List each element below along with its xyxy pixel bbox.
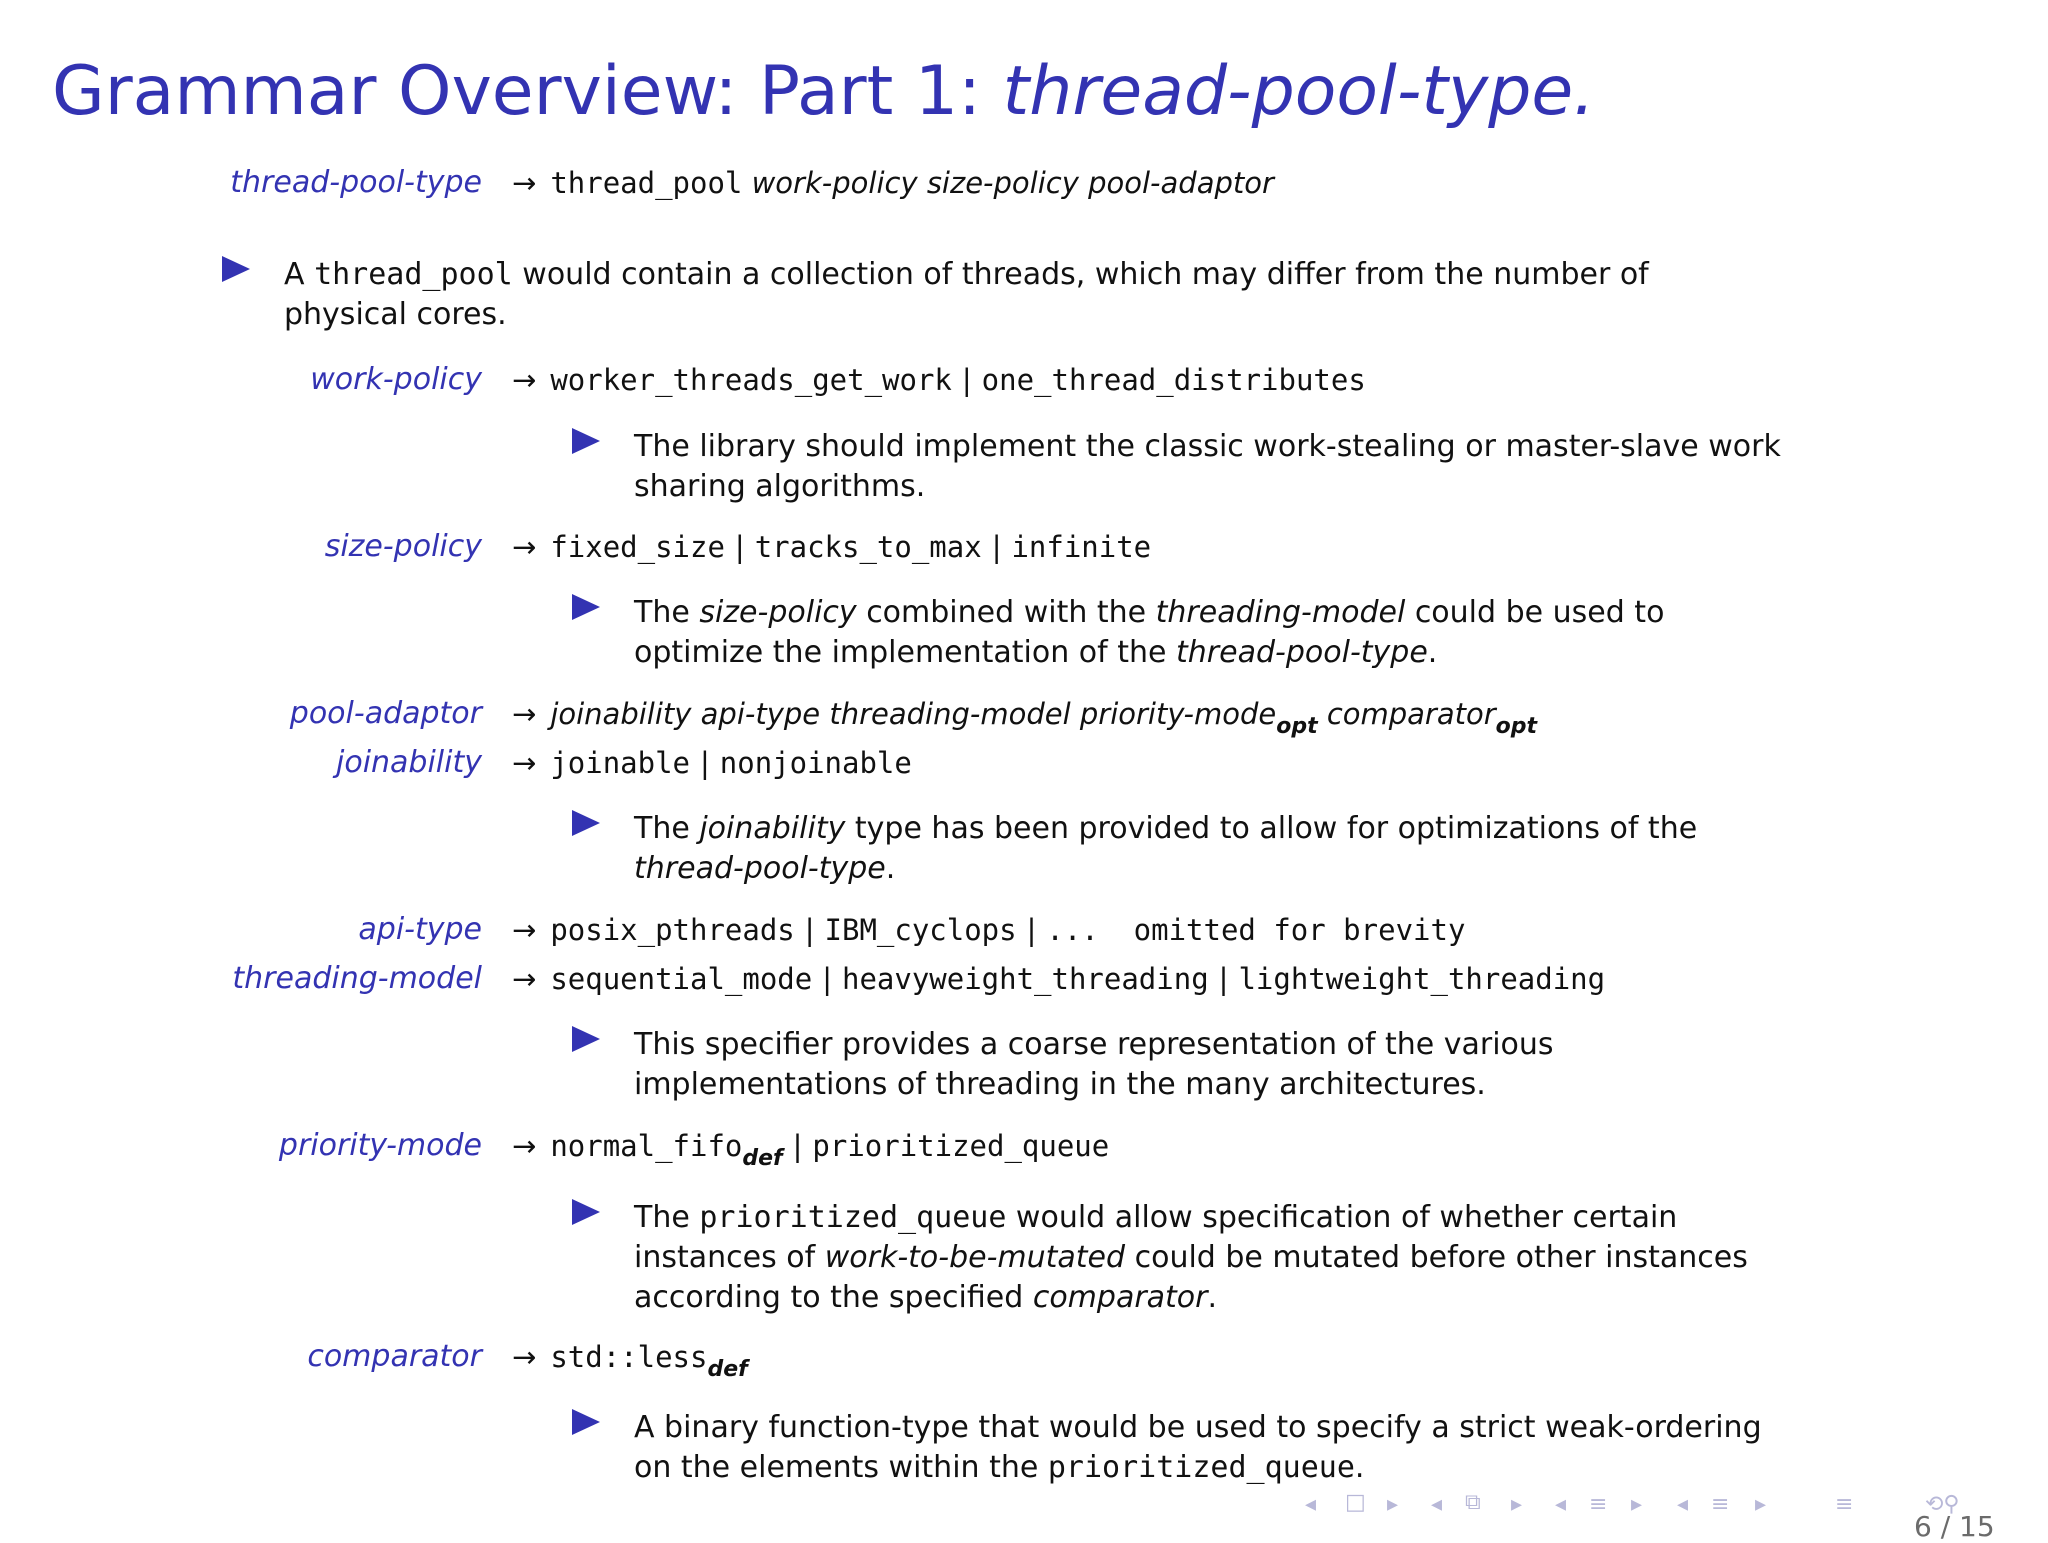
slide-title-emph: thread-pool-type. (1002, 52, 1595, 131)
bullet-1: A thread_pool would contain a collection of threads, which may differ from the number of physical cores. (284, 257, 1649, 332)
subsection-icon[interactable]: ≡ (1711, 1492, 1730, 1517)
frame-icon[interactable]: ⧉ (1465, 1490, 1481, 1515)
rule-lhs-thread-pool-type: thread-pool-type (230, 165, 482, 200)
nav-prev-arrow-icon[interactable]: ◂ (1677, 1492, 1689, 1517)
rule-lhs-priority-mode: priority-mode (278, 1128, 482, 1163)
rule-rhs-priority-mode: → normal_fifo$_{def}$ | prioritized_queue (512, 1129, 1110, 1171)
rule-lhs-threading-model: threading-model (232, 961, 482, 996)
rule-lhs-api-type: api-type (358, 912, 482, 947)
rule-lhs-joinability: joinability (336, 745, 482, 780)
rule-lhs-size-policy: size-policy (324, 529, 482, 564)
rule-rhs-work-policy: → worker_threads_get_work | one_thread_distributes (512, 363, 1366, 397)
align-icon[interactable]: ≡ (1835, 1492, 1854, 1517)
rule-rhs-pool-adaptor: → joinability api-type threading-model priority-mode$_{opt}$ comparator$_{opt}$ (512, 697, 1538, 739)
bullet-triangle-icon (572, 810, 600, 836)
rule-rhs-threading-model: → sequential_mode | heavyweight_threading | lightweight_threading (512, 962, 1606, 996)
arrow: → (512, 166, 537, 200)
bullet-triangle-icon (572, 1026, 600, 1052)
nav-next-arrow-icon[interactable]: ▸ (1387, 1492, 1399, 1517)
bullet-6: The prioritized_queue would allow specification of whether certain instances of work-to-be-mutated could be mutated before other instances according to the specified comparator. (634, 1200, 1748, 1315)
slide-title (52, 52, 1595, 131)
rule-rhs-comparator: → std::less$_{def}$ (512, 1340, 748, 1382)
bullet-triangle-icon (572, 428, 600, 454)
slide-title-prefix: Grammar Overview: Part 1: (52, 52, 1003, 131)
section-icon[interactable]: ≡ (1589, 1492, 1608, 1517)
rule-rhs-joinability: → joinable | nonjoinable (512, 746, 912, 780)
bullet-triangle-icon (572, 1409, 600, 1435)
bullet-7: A binary function-type that would be used to specify a strict weak-ordering on the elements within the prioritized_queue. (634, 1410, 1762, 1485)
nav-prev-arrow-icon[interactable]: ◂ (1431, 1492, 1443, 1517)
prev-section-icon[interactable]: ◂ (1555, 1492, 1567, 1517)
first-page-icon[interactable]: □ (1345, 1490, 1366, 1515)
bullet-4: The joinability type has been provided to allow for optimizations of the thread-pool-type. (634, 811, 1698, 886)
next-section-icon[interactable]: ▸ (1755, 1492, 1767, 1517)
bullet-triangle-icon (572, 594, 600, 620)
rule-rhs-thread-pool-type: → thread_pool work-policy size-policy pool-adaptor (512, 166, 1274, 200)
page-number: 6 / 15 (1914, 1510, 1995, 1543)
bullet-2: The library should implement the classic work-stealing or master-slave work sharing algorithms. (634, 429, 1781, 504)
bullet-3: The size-policy combined with the threading-model could be used to optimize the implementation of the thread-pool-type. (634, 595, 1665, 670)
nav-next-arrow-icon[interactable]: ▸ (1631, 1492, 1643, 1517)
rule-lhs-work-policy: work-policy (310, 362, 482, 397)
nav-prev-arrow-icon[interactable]: ◂ (1305, 1492, 1317, 1517)
rule-rhs-api-type: → posix_pthreads | IBM_cyclops | ... omitted for brevity (512, 913, 1466, 947)
search-icon[interactable]: ⟲⚲ (1925, 1492, 1960, 1517)
rule-rhs-size-policy: → fixed_size | tracks_to_max | infinite (512, 530, 1152, 564)
bullet-5: This specifier provides a coarse representation of the various implementations of threading in the many architectures. (634, 1027, 1554, 1102)
rule-lhs-comparator: comparator (307, 1339, 482, 1374)
bullet-triangle-icon (222, 256, 250, 282)
rule-lhs-pool-adaptor: pool-adaptor (289, 696, 482, 731)
bullet-triangle-icon (572, 1199, 600, 1225)
nav-next-arrow-icon[interactable]: ▸ (1511, 1492, 1523, 1517)
